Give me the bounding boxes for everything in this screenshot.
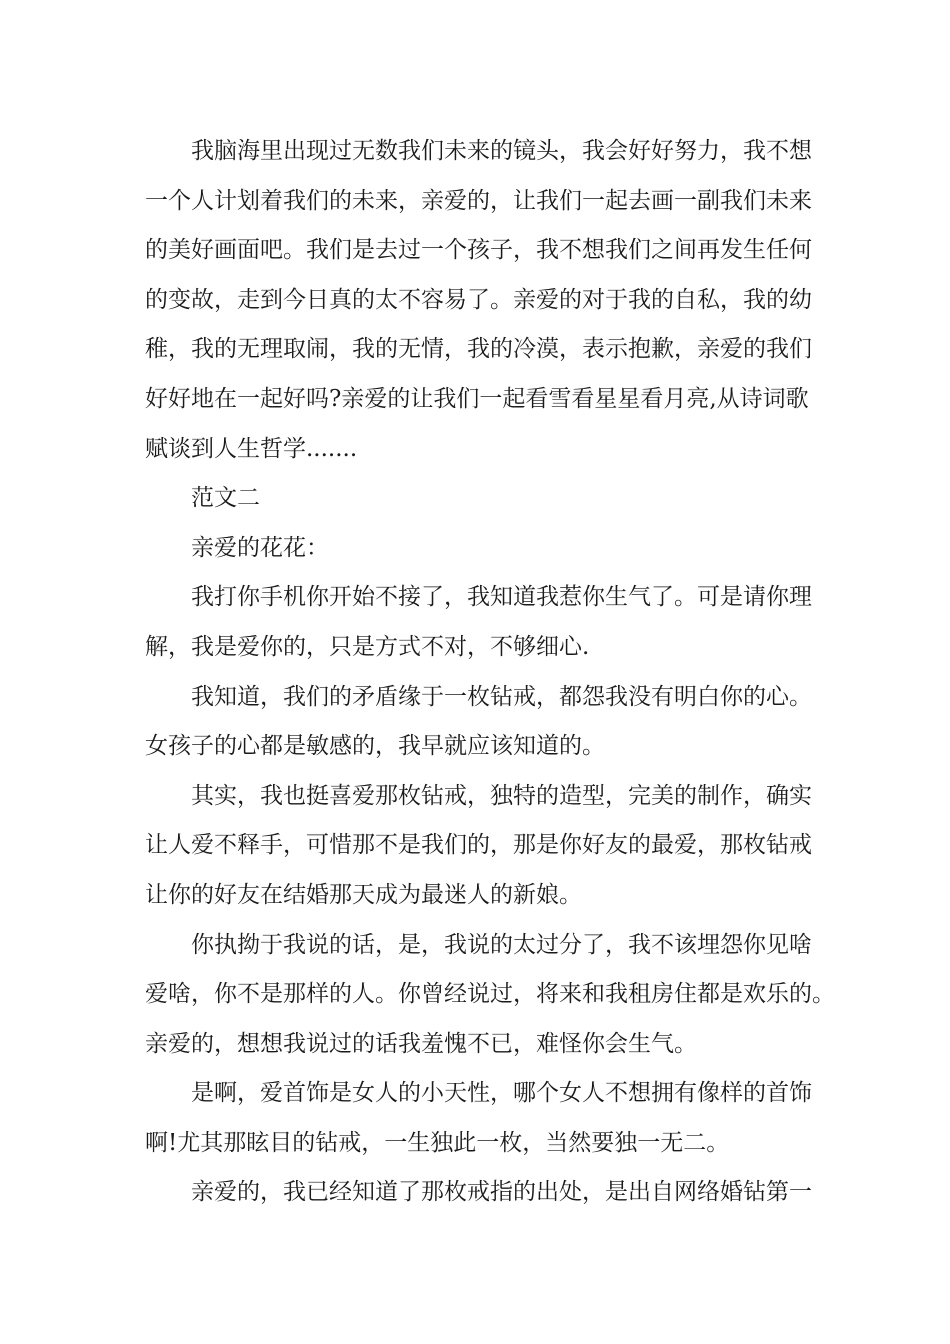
text-line: 女孩子的心都是敏感的，我早就应该知道的。 — [145, 733, 605, 760]
text-line: 的美好画面吧。我们是去过一个孩子，我不想我们之间再发生任何 — [145, 237, 812, 264]
text-line: 赋谈到人生哲学....... — [145, 435, 358, 462]
text-line: 一个人计划着我们的未来，亲爱的，让我们一起去画一副我们未来 — [145, 187, 812, 214]
text-line: 范文二 — [191, 485, 260, 512]
text-line: 是啊，爱首饰是女人的小天性，哪个女人不想拥有像样的首饰 — [191, 1080, 812, 1107]
text-line: 稚，我的无理取闹，我的无情，我的冷漠，表示抱歉，亲爱的我们 — [145, 336, 812, 363]
text-line: 啊!尤其那眩目的钻戒，一生独此一枚，当然要独一无二。 — [145, 1129, 730, 1156]
text-line: 我脑海里出现过无数我们未来的镜头，我会好好努力，我不想 — [191, 138, 812, 164]
paragraph-ring-conflict — [145, 673, 810, 772]
text-line: 亲爱的花花： — [191, 534, 329, 561]
paragraph-phone — [145, 573, 810, 672]
text-line: 让你的好友在结婚那天成为最迷人的新娘。 — [145, 881, 582, 908]
paragraph-ring-like — [145, 772, 810, 921]
text-line: 让人爱不释手，可惜那不是我们的，那是你好友的最爱，那枚钻戒 — [145, 832, 812, 859]
text-line: 我打你手机你开始不接了，我知道我惹你生气了。可是请你理 — [191, 584, 812, 611]
text-line: 解，我是爱你的，只是方式不对，不够细心. — [145, 633, 590, 660]
text-line: 亲爱的，想想我说过的话我羞愧不已，难怪你会生气。 — [145, 1030, 697, 1057]
text-line: 我知道，我们的矛盾缘于一枚钻戒，都怨我没有明白你的心。 — [191, 683, 812, 710]
text-line: 爱啥，你不是那样的人。你曾经说过，将来和我租房住都是欢乐的。 — [145, 981, 835, 1008]
text-line: 的变故，走到今日真的太不容易了。亲爱的对于我的自私，我的幼 — [145, 286, 812, 313]
section-heading — [145, 474, 810, 524]
text-line: 好好地在一起好吗?亲爱的让我们一起看雪看星星看月亮,从诗词歌 — [145, 385, 809, 412]
paragraph-apology — [145, 921, 835, 1070]
letter-salutation — [145, 524, 810, 574]
text-line: 其实，我也挺喜爱那枚钻戒，独特的造型，完美的制作，确实 — [191, 782, 812, 809]
paragraph-future — [145, 127, 810, 474]
paragraph-jewelry — [145, 1069, 810, 1168]
paragraph-ring-origin — [145, 1168, 810, 1218]
text-line: 你执拗于我说的话，是，我说的太过分了，我不该埋怨你见啥 — [191, 931, 812, 958]
document-body — [145, 127, 835, 1218]
text-line: 亲爱的，我已经知道了那枚戒指的出处，是出自网络婚钻第一 — [191, 1179, 812, 1206]
